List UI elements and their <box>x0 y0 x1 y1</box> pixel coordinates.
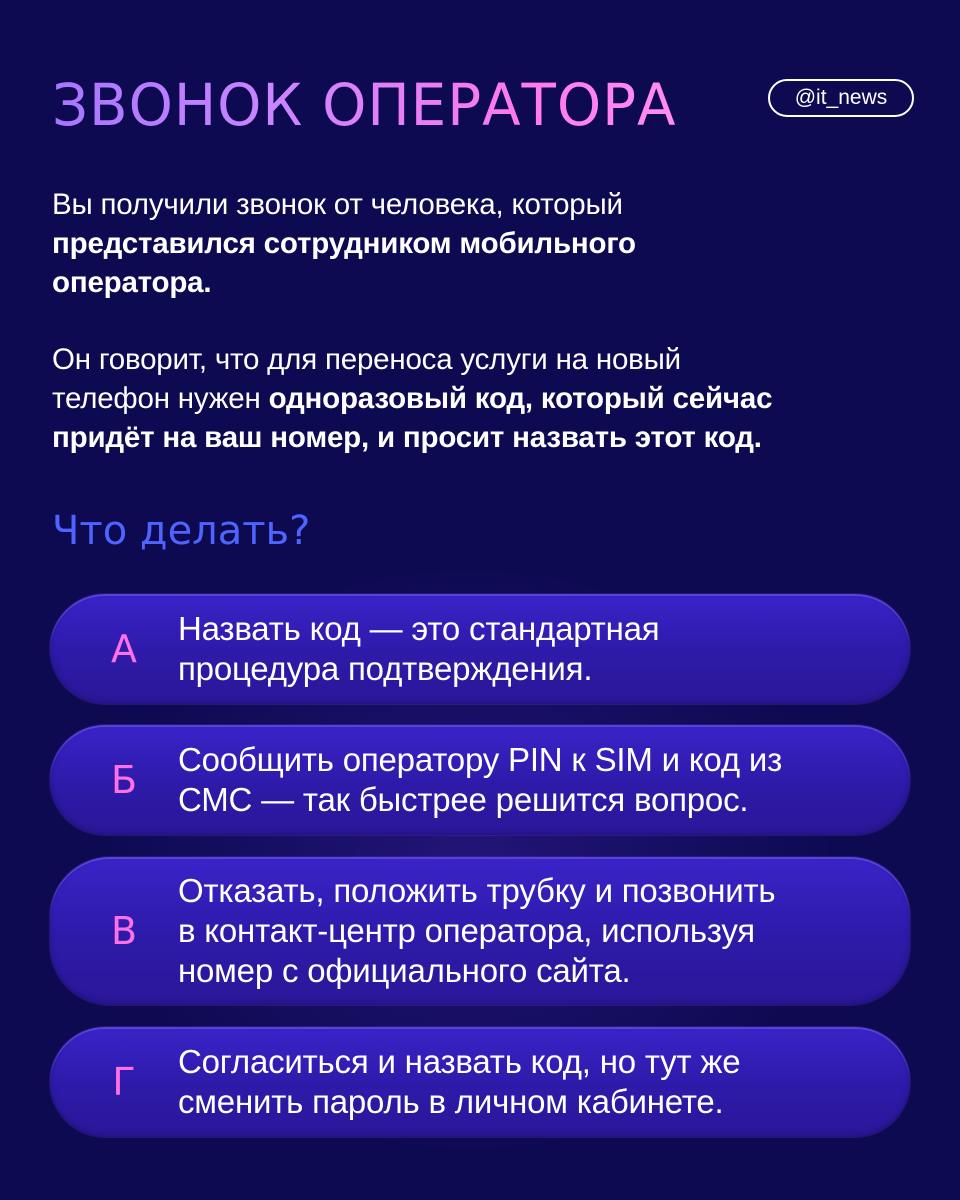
option-text-line: в контакт-центр оператора, используя <box>178 912 755 949</box>
option-text-line: Согласиться и назвать код, но тут же <box>178 1043 741 1080</box>
option-text-line: Назвать код — это стандартная <box>178 610 660 647</box>
option-text <box>178 740 782 820</box>
intro-mixed-line <box>52 379 932 418</box>
option-text <box>178 609 659 689</box>
account-handle-badge: @it_news <box>768 79 914 117</box>
question-heading: Что делать? <box>52 508 311 554</box>
option-text-line: СМС — так быстрее решится вопрос. <box>178 781 749 818</box>
option-text <box>178 871 775 991</box>
intro-bold-fragment: одноразовый код, который сейчас <box>268 382 773 415</box>
intro-paragraph-2 <box>52 340 932 457</box>
option-letter: Г <box>112 1060 136 1104</box>
option-text-line: сменить пароль в личном кабинете. <box>178 1083 724 1120</box>
option-letter: В <box>110 909 138 953</box>
option-text-line: номер с официального сайта. <box>178 952 631 989</box>
page-title: ЗВОНОК ОПЕРАТОРА <box>52 71 677 139</box>
intro-paragraph-1 <box>52 185 912 302</box>
intro-bold-line: придёт на ваш номер, и просит назвать этот код. <box>52 421 762 454</box>
option-text-line: процедура подтверждения. <box>178 650 593 687</box>
option-text <box>178 1042 740 1122</box>
answer-option-b[interactable] <box>50 725 910 835</box>
answer-option-d[interactable] <box>50 1027 910 1137</box>
option-text-line: Отказать, положить трубку и позвонить <box>178 872 776 909</box>
intro-bold-line: представился сотрудником мобильного <box>52 227 636 260</box>
intro-text-line: Вы получили звонок от человека, который <box>52 188 623 221</box>
intro-text-fragment: телефон нужен <box>52 382 269 415</box>
intro-text-line: Он говорит, что для переноса услуги на новый <box>52 343 681 376</box>
option-letter: А <box>111 627 137 671</box>
answer-option-a[interactable] <box>50 594 910 704</box>
answer-option-c[interactable] <box>50 857 910 1005</box>
option-letter: Б <box>110 758 138 802</box>
intro-bold-line: оператора. <box>52 266 212 299</box>
option-text-line: Сообщить оператору PIN к SIM и код из <box>178 741 783 778</box>
